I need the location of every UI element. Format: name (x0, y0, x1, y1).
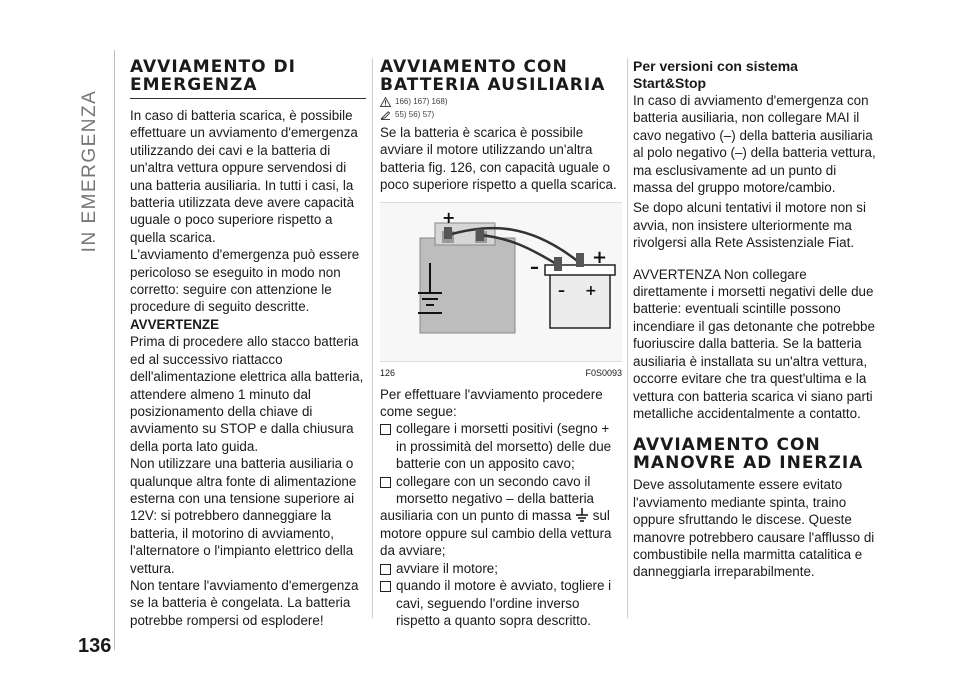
section-title-emergency-start (130, 58, 366, 99)
checkbox-bullet-icon (380, 581, 391, 592)
checkbox-bullet-icon (380, 564, 391, 575)
note-icon (380, 110, 391, 120)
title-line-1: AVVIAMENTO DI (130, 57, 296, 77)
ground-symbol-icon (575, 508, 589, 522)
title-line-2: EMERGENZA (130, 75, 258, 95)
warning-heading: AVVERTENZE (130, 316, 220, 332)
figure-code: F0S0093 (585, 367, 622, 378)
list-item-text: collegare i morsetti positivi (segno + in prossimità del morsetto) delle due batterie con un apposito cavo; (396, 421, 612, 472)
sidebar-divider (114, 50, 115, 650)
paragraph: AVVERTENZA Non collegare direttamente i morsetti negativi delle due batterie: eventuali scintille possono incendiare il gas detonante che potrebbe fuoriuscire dalla batteria. Se la batteria ausiliaria è installata su un'altra vettura, occorre evitare che tra quest'ultima e la vettura con batteria scarica vi siano parti metalliche accidentalmente a contatto. (633, 266, 875, 421)
note-refs-text: 55) 56) 57) (395, 110, 435, 119)
figure-jump-start (380, 202, 622, 362)
section-side-tab (80, 50, 100, 290)
jump-start-illustration (380, 203, 622, 361)
paragraph: L'avviamento d'emergenza può essere pericoloso se eseguito in modo non corretto: seguire con attenzione le procedure di seguito descritte. (130, 247, 360, 315)
list-item (380, 560, 622, 577)
column-divider-1 (372, 58, 373, 618)
column-emergency-start (130, 58, 366, 629)
paragraph: Non tentare l'avviamento d'emergenza se la batteria è congelata. La batteria potrebbe rompersi od esplodere! (130, 577, 359, 628)
spacer (633, 422, 878, 436)
section-side-tab-label: IN EMERGENZA (79, 89, 100, 253)
paragraph: Se dopo alcuni tentativi il motore non si avvia, non insistere ulteriormente ma rivolgersi alla Rete Assistenziale Fiat. (633, 200, 866, 251)
paragraph: Non utilizzare una batteria ausiliaria o qualunque altra fonte di alimentazione esterna con una tensione superiore ai 12V: si potrebbero danneggiare la batteria, il motorino di avviamento, l'alternatore o l'impianto elettrico della vettura. (130, 456, 357, 576)
list-item-text: sul motore oppure sul cambio della vettura da avviare; (380, 508, 612, 559)
svg-text:+: + (585, 282, 597, 299)
subtitle-line-1: Per versioni con sistema (633, 58, 798, 74)
figure-number: 126 (380, 367, 396, 378)
list-item-text: collegare con un secondo cavo il morsetto negativo – della batteria (396, 473, 595, 507)
paragraph: In caso di avviamento d'emergenza con batteria ausiliaria, non collegare MAI il cavo negativo (–) della batteria ausiliaria al polo negativo (–) della batteria vettura, ma esclusivamente ad un punto di massa del gruppo motore/cambio. (633, 93, 876, 196)
list-item-continuation (380, 507, 622, 559)
section-title-auxiliary-battery (380, 58, 622, 94)
svg-text:+: + (442, 207, 456, 227)
column-auxiliary-battery (380, 58, 622, 629)
title-line-1: AVVIAMENTO CON (380, 57, 568, 77)
svg-text:–: – (530, 256, 539, 278)
list-item-text: avviare il motore; (396, 560, 498, 576)
svg-text:–: – (558, 282, 565, 299)
svg-text:+: + (592, 246, 608, 268)
subtitle-line-2: Start&Stop (633, 75, 707, 91)
list-item-text: ausiliaria con un punto di massa (380, 508, 572, 524)
column-divider-2 (627, 58, 628, 618)
list-item (380, 473, 622, 508)
section-title-inertia-start (633, 436, 878, 472)
paragraph: Prima di procedere allo stacco batteria ed al successivo riattacco dell'alimentazione elettrica alla batteria, attendere almeno 1 minuto dal posizionamento della chiave di avviamento su STOP e dalla chiusura della porta lato guida. (130, 334, 364, 454)
checkbox-bullet-icon (380, 477, 391, 488)
figure-caption (380, 368, 622, 378)
warning-refs-text: 166) 167) 168) (395, 97, 448, 106)
title-line-1: AVVIAMENTO CON (633, 435, 821, 456)
warning-references (380, 96, 622, 107)
paragraph: In caso di batteria scarica, è possibile effettuare un avviamento d'emergenza utilizzando dei cavi e la batteria di un'altra vettura oppure servendosi di una batteria ausiliaria. In tutti i casi, la batteria utilizzata deve avere capacità uguale o poco superiore rispetto a quella scarica. (130, 108, 358, 245)
list-item (380, 577, 622, 629)
warning-triangle-icon (380, 97, 391, 107)
spacer (633, 252, 878, 266)
title-line-2: BATTERIA AUSILIARIA (380, 75, 606, 95)
list-item (380, 420, 622, 472)
paragraph: Se la batteria è scarica è possibile avviare il motore utilizzando un'altra batteria fig. 126, con capacità uguale o poco superiore rispetto a quella scarica. (380, 125, 617, 193)
list-item-text: quando il motore è avviato, togliere i cavi, seguendo l'ordine inverso rispetto a quanto sopra descritto. (396, 578, 612, 628)
checkbox-bullet-icon (380, 424, 391, 435)
page-number: 136 (78, 635, 112, 657)
column-start-stop (633, 58, 878, 581)
paragraph: Per effettuare l'avviamento procedere come segue: (380, 386, 603, 420)
note-references (380, 109, 622, 120)
subtitle-start-stop (633, 58, 878, 92)
title-line-2: MANOVRE AD INERZIA (633, 453, 864, 474)
paragraph: Deve assolutamente essere evitato l'avviamento mediante spinta, traino oppure sfruttando le discese. Queste manovre potrebbero causare l'afflusso di combustibile nella marmitta catalitica e danneggiarla irreparabilmente. (633, 477, 875, 580)
